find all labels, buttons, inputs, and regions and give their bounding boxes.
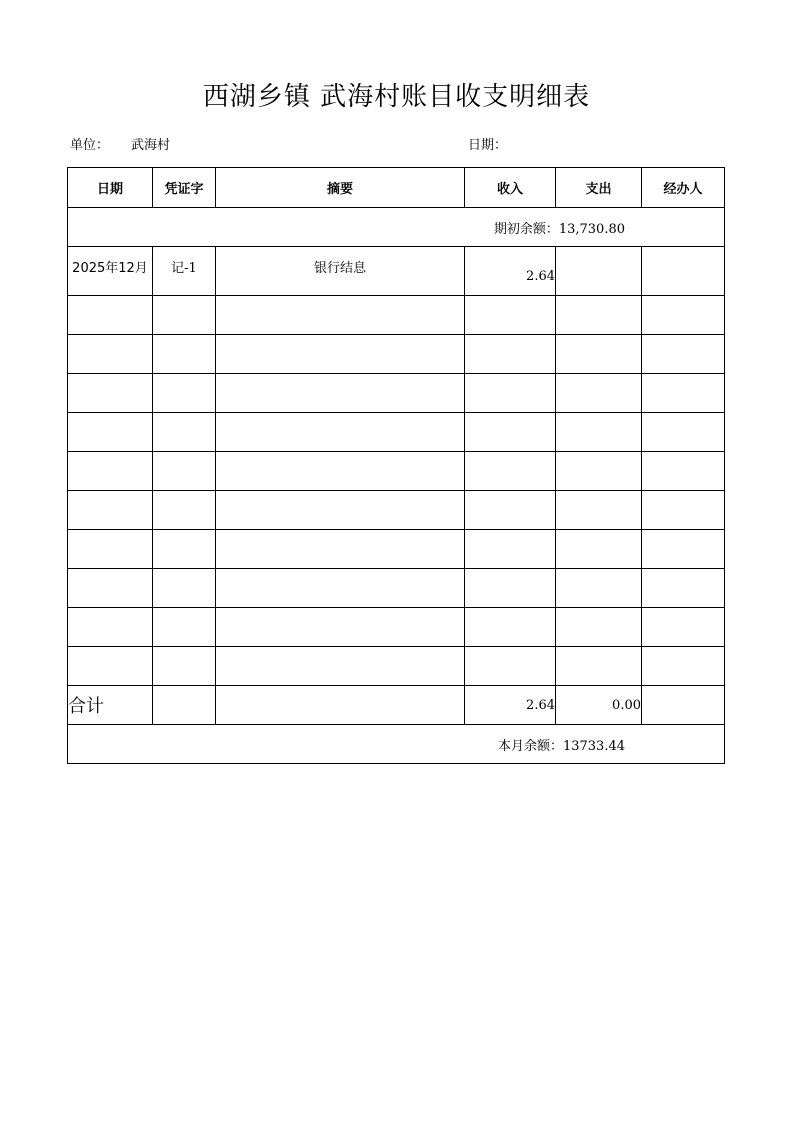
table-row-empty	[68, 413, 725, 452]
closing-balance: 本月余额：13733.44	[497, 738, 625, 754]
table-row-empty	[68, 647, 725, 686]
cell-income: 2.64	[465, 247, 556, 296]
opening-balance-row	[68, 208, 725, 247]
header-date: 日期	[68, 168, 153, 208]
total-label: 合计	[68, 686, 153, 725]
page-title: 西湖乡镇 武海村账目收支明细表	[202, 82, 591, 112]
ledger-table	[67, 167, 725, 764]
cell-summary: 银行结息	[216, 247, 465, 296]
header-summary: 摘要	[216, 168, 465, 208]
header-expense: 支出	[556, 168, 642, 208]
cell-handler	[642, 247, 725, 296]
header-voucher: 凭证字	[153, 168, 216, 208]
table-row-empty	[68, 569, 725, 608]
total-expense: 0.00	[556, 686, 642, 725]
total-row	[68, 686, 725, 725]
header-income: 收入	[465, 168, 556, 208]
total-income: 2.64	[465, 686, 556, 725]
unit-label: 单位：	[70, 138, 110, 153]
table-row-empty	[68, 491, 725, 530]
unit-value: 武海村	[131, 138, 171, 153]
date-label: 日期：	[468, 138, 508, 153]
header-row	[68, 168, 725, 208]
cell-expense	[556, 247, 642, 296]
opening-balance: 期初余额：13,730.80	[493, 221, 625, 237]
table-row-empty	[68, 335, 725, 374]
table-row-empty	[68, 296, 725, 335]
table-row-empty	[68, 452, 725, 491]
table-row-empty	[68, 608, 725, 647]
closing-balance-row	[68, 725, 725, 764]
cell-date: 2025年12月	[68, 247, 153, 296]
header-handler: 经办人	[642, 168, 725, 208]
cell-voucher: 记-1	[153, 247, 216, 296]
table-row	[68, 247, 725, 296]
table-row-empty	[68, 530, 725, 569]
table-row-empty	[68, 374, 725, 413]
unit-field	[70, 134, 170, 153]
